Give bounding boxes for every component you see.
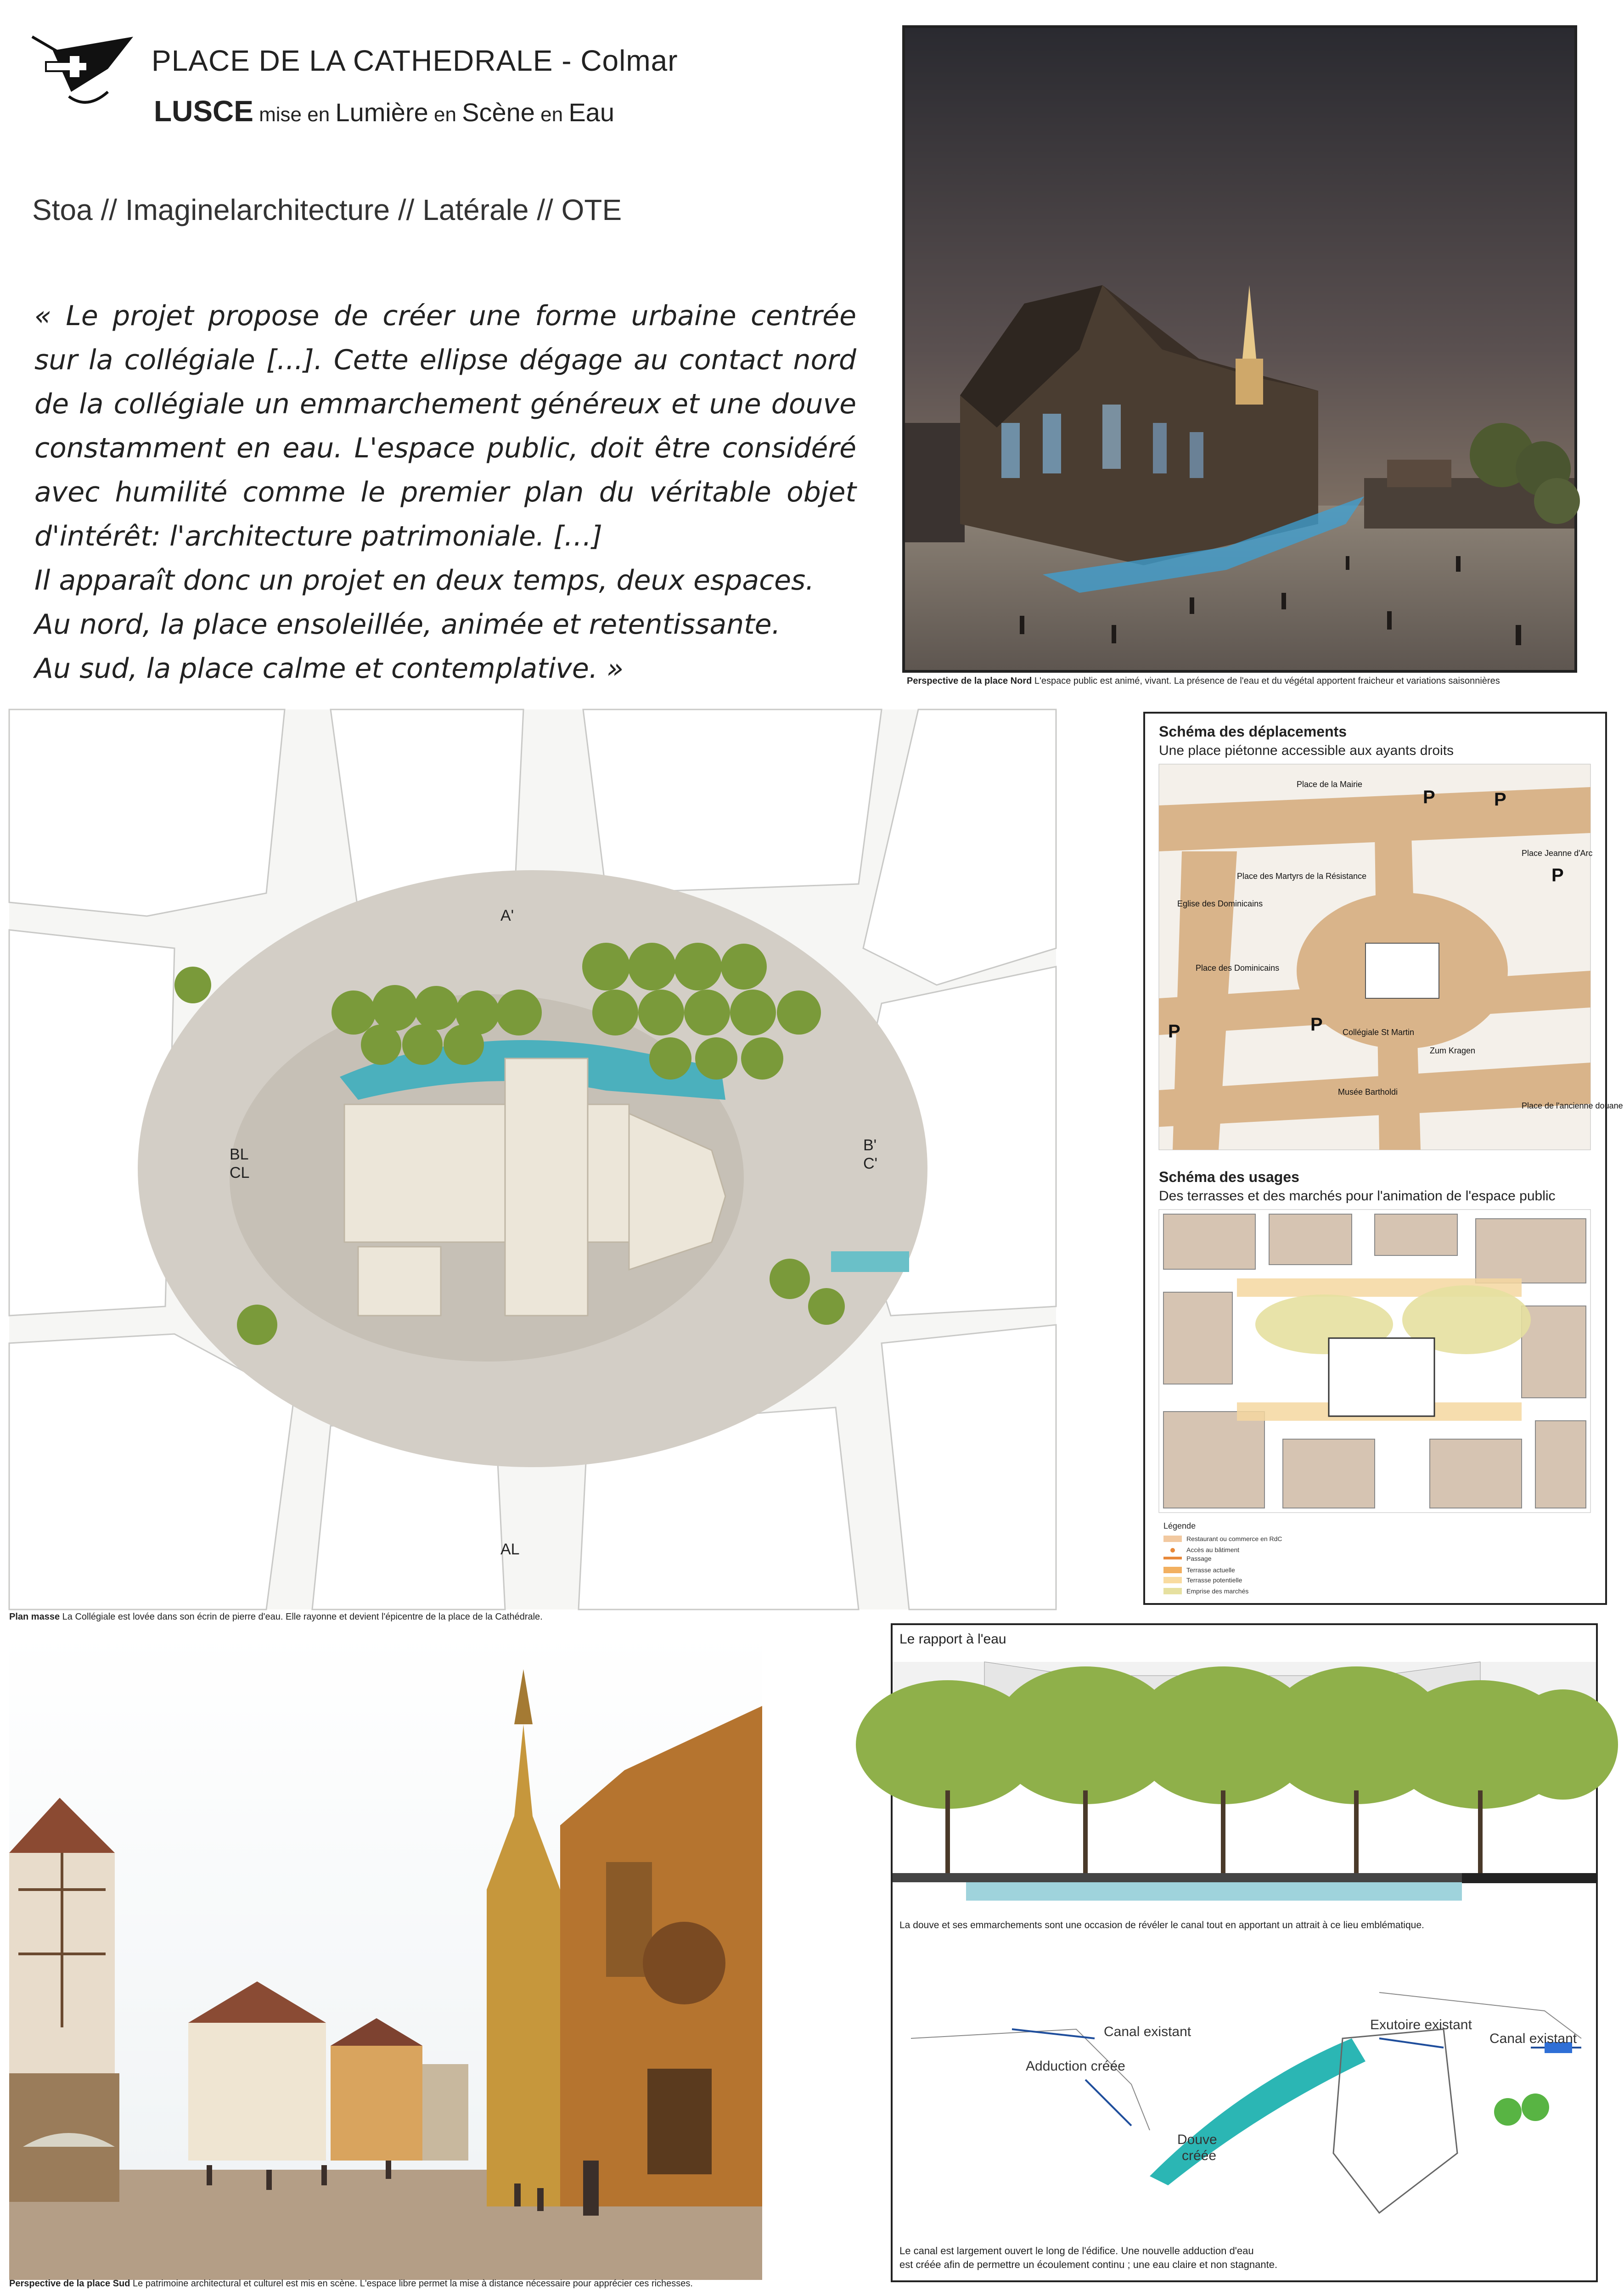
parking-icon: P (1551, 865, 1564, 885)
quote-line: Au sud, la place calme et contemplative. » (34, 653, 624, 685)
section-mark-cl: CL (230, 1164, 250, 1182)
usage-schema-subtitle: Des terrasses et des marchés pour l'animation de l'espace public (1159, 1188, 1556, 1204)
svg-text:Zum Kragen: Zum Kragen (1430, 1046, 1476, 1055)
douve-label: créée (1182, 2148, 1217, 2163)
schemas-panel (1143, 712, 1623, 1605)
canal-label: Canal existant (1104, 2024, 1191, 2039)
parking-icon: P (1168, 1021, 1180, 1041)
site-plan (9, 709, 1056, 1609)
lusce-label: LUSCE (154, 95, 253, 128)
night-render-caption: Perspective de la place Nord L'espace public est animé, vivant. La présence de l'eau et du végétal apportent fraicheur et variations saisonnières (907, 676, 1500, 686)
section-mark-b-prime: B' (863, 1137, 877, 1154)
quote-paragraph: « Le projet propose de créer une forme urbaine centrée sur la collégiale [...]. Cette ellipse dégage au contact nord de la collégiale un emmarchement généreux et une douve constamment en eau. L'espace public, doit être considéré avec humilité comme le premier plan du véritable objet d'intérêt: l'architecture patrimoniale. […] (34, 300, 856, 552)
section-mark-bl: BL (230, 1146, 249, 1163)
quote-line: Il apparaît donc un projet en deux temps, deux espaces. (34, 564, 815, 597)
svg-text:Musée Bartholdi: Musée Bartholdi (1338, 1087, 1398, 1097)
svg-text:Emprise des marchés: Emprise des marchés (1186, 1587, 1249, 1595)
parking-icon: P (1494, 789, 1506, 810)
svg-text:Eglise des Dominicains: Eglise des Dominicains (1177, 899, 1263, 908)
section-caption: La douve et ses emmarchements sont une occasion de révéler le canal tout en apportant un attrait à ce lieu emblématique. (899, 1920, 1424, 1930)
page-title: PLACE DE LA CATHEDRALE - Colmar (152, 44, 678, 77)
south-render-caption: Perspective de la place Sud Le patrimoine architectural et culturel est mis en scène. L'espace libre permet la mise à distance nécessaire pour apprécier ces richesses. (9, 2279, 693, 2289)
page-subtitle: LUSCE mise en Lumière en Scène en Eau (154, 95, 614, 128)
legend-title: Légende (1163, 1521, 1196, 1531)
svg-text:Passage: Passage (1186, 1555, 1212, 1562)
parking-icon: P (1310, 1014, 1323, 1035)
north-square-night-render (902, 25, 1577, 673)
svg-text:Restaurant ou commerce en RdC: Restaurant ou commerce en RdC (1186, 1535, 1282, 1542)
svg-text:Terrasse actuelle: Terrasse actuelle (1186, 1566, 1235, 1574)
svg-text:Collégiale St Martin: Collégiale St Martin (1343, 1028, 1415, 1037)
section-mark-a-prime: A' (500, 907, 514, 924)
parking-icon: P (1423, 787, 1435, 807)
svg-text:Terrasse potentielle: Terrasse potentielle (1186, 1576, 1242, 1584)
water-relationship-panel (891, 1623, 1598, 2282)
logo (28, 28, 138, 110)
diagram-caption: est créée afin de permettre un écoulement continu ; une eau claire et non stagnante. (899, 2259, 1278, 2270)
svg-text:Place Jeanne d'Arc: Place Jeanne d'Arc (1522, 849, 1593, 858)
diagram-caption: Le canal est largement ouvert le long de l'édifice. Une nouvelle adduction d'eau (899, 2245, 1254, 2257)
logo-mark-icon (28, 28, 138, 110)
section-mark-al: AL (500, 1541, 520, 1558)
authors-line: Stoa // Imaginelarchitecture // Latérale // OTE (32, 193, 622, 226)
project-quote (34, 294, 856, 691)
adduction-label: Adduction créée (1026, 2059, 1125, 2074)
svg-text:Place de l'ancienne douane: Place de l'ancienne douane (1522, 1101, 1623, 1110)
douve-label: Douve (1177, 2132, 1217, 2147)
usage-schema-title: Schéma des usages (1159, 1169, 1299, 1185)
svg-text:Place de la Mairie: Place de la Mairie (1297, 780, 1363, 789)
svg-text:Accès au bâtiment: Accès au bâtiment (1186, 1546, 1240, 1553)
water-panel-title: Le rapport à l'eau (899, 1632, 1006, 1647)
movement-schema-subtitle: Une place piétonne accessible aux ayants droits (1159, 743, 1454, 758)
site-plan-caption: Plan masse La Collégiale est lovée dans son écrin de pierre d'eau. Elle rayonne et devient l'épicentre de la place de la Cathédrale. (9, 1612, 543, 1622)
quote-line: Au nord, la place ensoleillée, animée et retentissante. (34, 608, 781, 641)
svg-text:Place des Martyrs de la Résist: Place des Martyrs de la Résistance (1237, 872, 1367, 881)
svg-text:Place des Dominicains: Place des Dominicains (1196, 963, 1280, 973)
movement-schema-title: Schéma des déplacements (1159, 723, 1347, 740)
canal-label: Canal existant (1489, 2031, 1577, 2046)
section-mark-c-prime: C' (863, 1155, 878, 1172)
exutoire-label: Exutoire existant (1370, 2017, 1472, 2032)
south-square-day-render (9, 1632, 762, 2280)
